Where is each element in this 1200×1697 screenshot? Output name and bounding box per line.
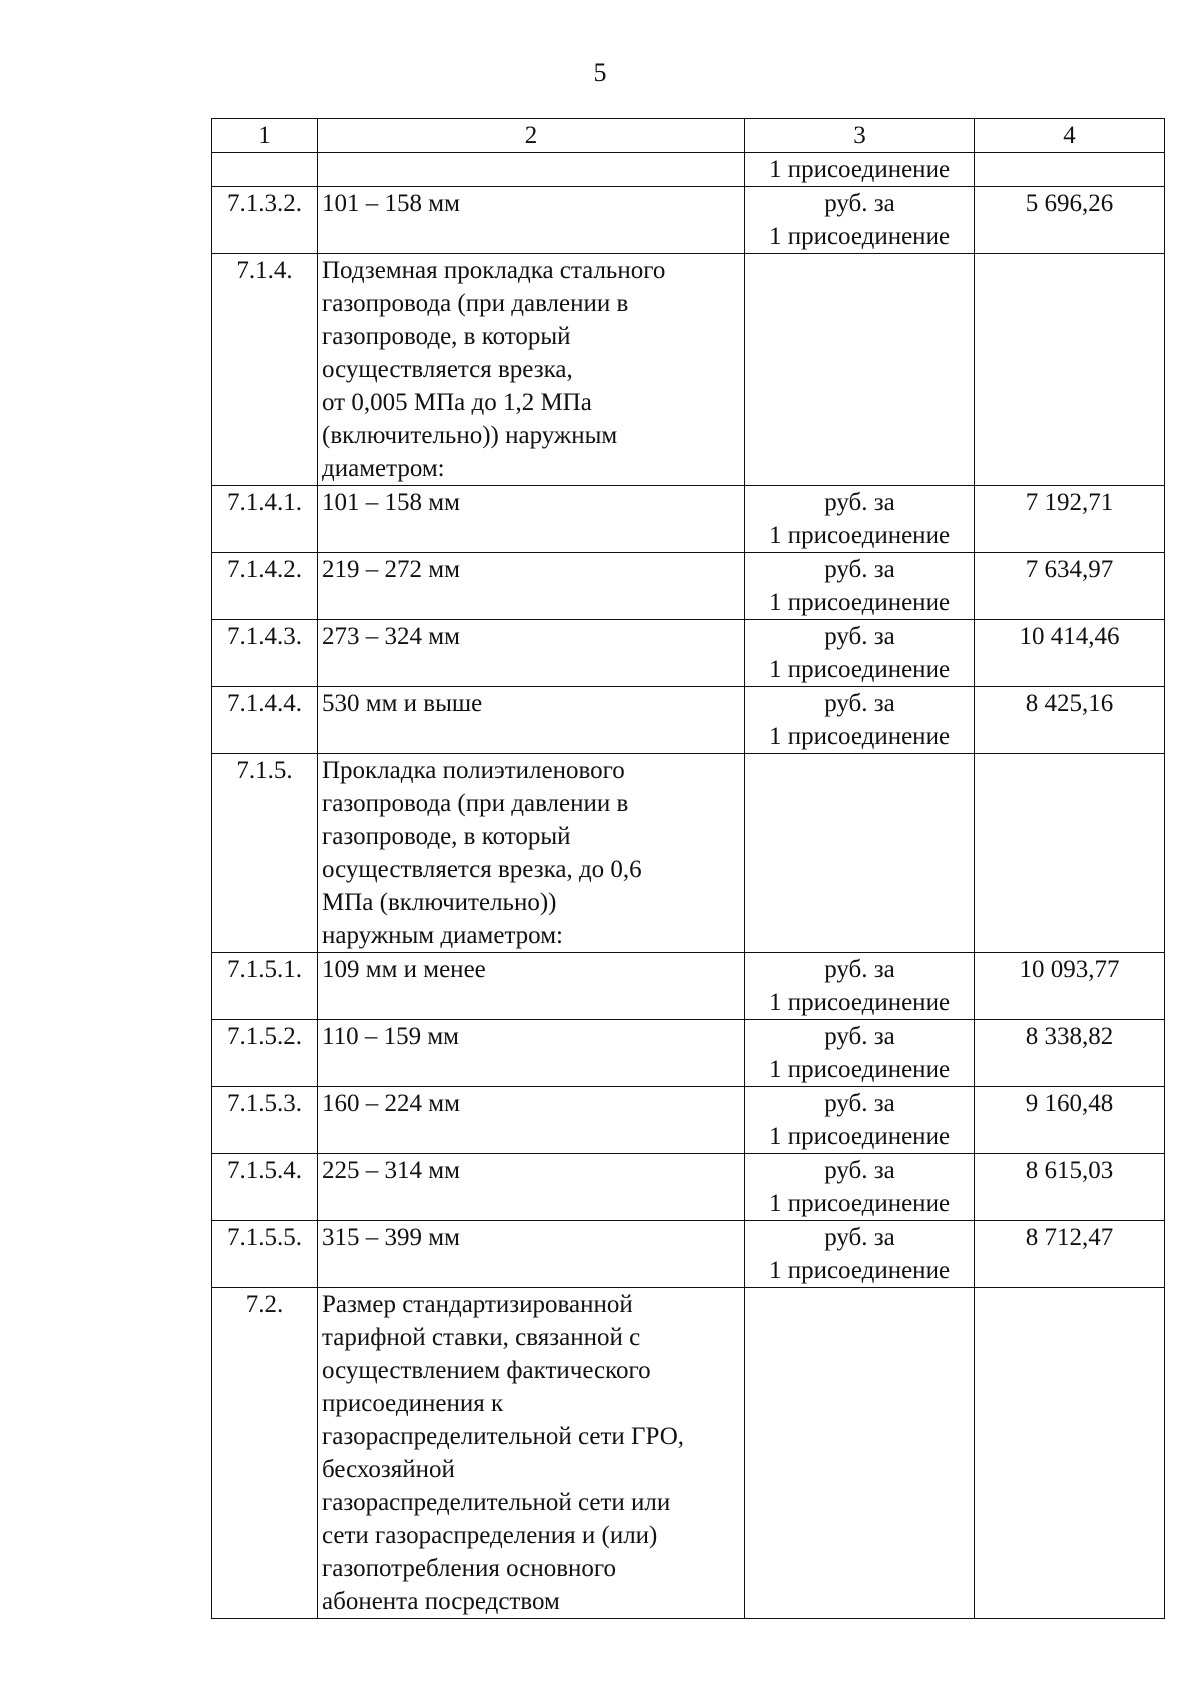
table-row: [212, 254, 1165, 486]
row-value-cell-text: 10 093,77: [1019, 956, 1120, 983]
table-row: [212, 1221, 1165, 1288]
row-name-cell-text: 315 – 399 мм: [322, 1224, 460, 1251]
row-number-cell-text: 7.1.4.: [236, 257, 293, 284]
row-unit-cell-text: руб. за 1 присоединение: [768, 690, 951, 750]
table-row: [212, 1020, 1165, 1087]
row-value-cell: [975, 687, 1165, 754]
row-name-cell: [318, 1020, 745, 1087]
row-number-cell: [212, 953, 318, 1020]
row-unit-cell-text: руб. за 1 присоединение: [768, 1090, 951, 1150]
row-number-cell: [212, 1020, 318, 1087]
row-value-cell-text: 7 192,71: [1025, 489, 1114, 516]
row-unit-cell-text: руб. за 1 присоединение: [768, 556, 951, 616]
row-number-cell: [212, 687, 318, 754]
row-value-cell: [975, 187, 1165, 254]
row-number-cell-text: 7.1.3.2.: [227, 190, 302, 217]
row-number-cell-text: 7.1.5.4.: [227, 1157, 302, 1184]
row-value-cell-text: 8 615,03: [1025, 1157, 1114, 1184]
row-name-cell: [318, 620, 745, 687]
row-unit-cell: [745, 754, 975, 953]
row-name-cell-text: Прокладка полиэтиленового газопровода (при давлении в газопроводе, в который осуществляется врезка, до 0,6 МПа (включительно)) наружным диаметром:: [322, 757, 642, 949]
row-unit-cell-text: руб. за 1 присоединение: [768, 1224, 951, 1284]
tariff-table: [211, 118, 1165, 1619]
row-value-cell: [975, 553, 1165, 620]
table-row: [212, 953, 1165, 1020]
row-unit-cell-text: руб. за 1 присоединение: [768, 190, 951, 250]
row-name-cell: [318, 953, 745, 1020]
row-name-cell-text: 101 – 158 мм: [322, 489, 460, 516]
row-value-cell: [975, 1221, 1165, 1288]
row-value-cell-text: 7 634,97: [1025, 556, 1114, 583]
row-name-cell: [318, 1154, 745, 1221]
row-value-cell: [975, 1288, 1165, 1619]
row-unit-cell: [745, 1087, 975, 1154]
row-value-cell-text: 5 696,26: [1025, 190, 1114, 217]
row-value-cell-text: 8 338,82: [1025, 1023, 1114, 1050]
page-number: 5: [593, 58, 607, 87]
row-number-cell-text: 7.1.4.4.: [227, 690, 302, 717]
row-number-cell-text: 7.1.5.2.: [227, 1023, 302, 1050]
row-value-cell-text: 8 425,16: [1025, 690, 1114, 717]
row-unit-cell-text: руб. за 1 присоединение: [768, 1023, 951, 1083]
row-number-cell: [212, 1154, 318, 1221]
row-value-cell: [975, 1020, 1165, 1087]
row-number-cell-text: 7.1.5.1.: [227, 956, 302, 983]
row-number-cell-text: 7.2.: [245, 1291, 284, 1318]
row-value-cell: [975, 953, 1165, 1020]
row-unit-cell-text: руб. за 1 присоединение: [768, 489, 951, 549]
table-row: [212, 1087, 1165, 1154]
row-name-cell-text: 101 – 158 мм: [322, 190, 460, 217]
table-row: [212, 553, 1165, 620]
row-name-cell: [318, 754, 745, 953]
row-unit-cell: [745, 486, 975, 553]
header-cell-2: 2: [318, 119, 745, 153]
header-cell-4: 4: [975, 119, 1165, 153]
row-value-cell: [975, 620, 1165, 687]
row-number-cell: [212, 620, 318, 687]
table-row: [212, 187, 1165, 254]
header-cell-1: 1: [212, 119, 318, 153]
row-name-cell-text: 109 мм и менее: [322, 956, 486, 983]
row-name-cell: [318, 254, 745, 486]
row-unit-cell: [745, 187, 975, 254]
row-number-cell-text: 7.1.5.: [236, 757, 293, 784]
row-number-cell: [212, 754, 318, 953]
row-name-cell: [318, 187, 745, 254]
row-unit-cell-text: руб. за 1 присоединение: [768, 1157, 951, 1217]
row-name-cell-text: 273 – 324 мм: [322, 623, 460, 650]
row-number-cell: [212, 1087, 318, 1154]
row-number-cell-text: 7.1.5.5.: [227, 1224, 302, 1251]
row-value-cell-text: 8 712,47: [1025, 1224, 1114, 1251]
table-row: [212, 153, 1165, 187]
row-unit-cell: [745, 1154, 975, 1221]
row-name-cell-text: Подземная прокладка стального газопровода (при давлении в газопроводе, в который осуществляется врезка, от 0,005 МПа до 1,2 МПа (включительно)) наружным диаметром:: [322, 257, 666, 482]
table-row: [212, 1154, 1165, 1221]
row-number-cell: [212, 553, 318, 620]
row-name-cell-text: Размер стандартизированной тарифной ставки, связанной с осуществлением фактического присоединения к газораспределительной сети ГРО, бесхозяйной газораспределительной сети или сети газораспределения и (или) газопотребления основного абонента посредством: [322, 1291, 685, 1615]
row-number-cell-text: 7.1.5.3.: [227, 1090, 302, 1117]
header-cell-3: 3: [745, 119, 975, 153]
row-name-cell: [318, 687, 745, 754]
row-number-cell: [212, 1221, 318, 1288]
row-name-cell: [318, 1221, 745, 1288]
row-unit-cell-text: 1 присоединение: [768, 156, 951, 183]
row-name-cell: [318, 153, 745, 187]
row-name-cell-text: 219 – 272 мм: [322, 556, 460, 583]
row-name-cell: [318, 486, 745, 553]
table-row: [212, 687, 1165, 754]
header-row: [212, 119, 1165, 153]
row-value-cell: [975, 1087, 1165, 1154]
row-unit-cell: [745, 953, 975, 1020]
row-unit-cell: [745, 1288, 975, 1619]
row-unit-cell: [745, 254, 975, 486]
row-value-cell: [975, 486, 1165, 553]
row-value-cell: [975, 153, 1165, 187]
row-number-cell-text: 7.1.4.1.: [227, 489, 302, 516]
row-name-cell: [318, 1087, 745, 1154]
row-value-cell-text: 10 414,46: [1019, 623, 1120, 650]
row-number-cell: [212, 486, 318, 553]
table-row: [212, 754, 1165, 953]
table-row: [212, 1288, 1165, 1619]
row-value-cell: [975, 754, 1165, 953]
row-number-cell-text: 7.1.4.2.: [227, 556, 302, 583]
row-unit-cell: [745, 620, 975, 687]
row-name-cell-text: 160 – 224 мм: [322, 1090, 460, 1117]
row-name-cell-text: 225 – 314 мм: [322, 1157, 460, 1184]
row-unit-cell: [745, 153, 975, 187]
row-value-cell: [975, 1154, 1165, 1221]
row-number-cell: [212, 254, 318, 486]
table-row: [212, 486, 1165, 553]
table-row: [212, 620, 1165, 687]
row-value-cell: [975, 254, 1165, 486]
row-number-cell: [212, 153, 318, 187]
row-unit-cell: [745, 1020, 975, 1087]
row-unit-cell: [745, 553, 975, 620]
row-name-cell: [318, 553, 745, 620]
row-unit-cell-text: руб. за 1 присоединение: [768, 623, 951, 683]
row-number-cell: [212, 187, 318, 254]
row-value-cell-text: 9 160,48: [1025, 1090, 1114, 1117]
row-name-cell-text: 530 мм и выше: [322, 690, 483, 717]
row-name-cell-text: 110 – 159 мм: [322, 1023, 459, 1050]
row-unit-cell: [745, 1221, 975, 1288]
row-unit-cell-text: руб. за 1 присоединение: [768, 956, 951, 1016]
row-name-cell: [318, 1288, 745, 1619]
row-number-cell: [212, 1288, 318, 1619]
row-number-cell-text: 7.1.4.3.: [227, 623, 302, 650]
row-unit-cell: [745, 687, 975, 754]
